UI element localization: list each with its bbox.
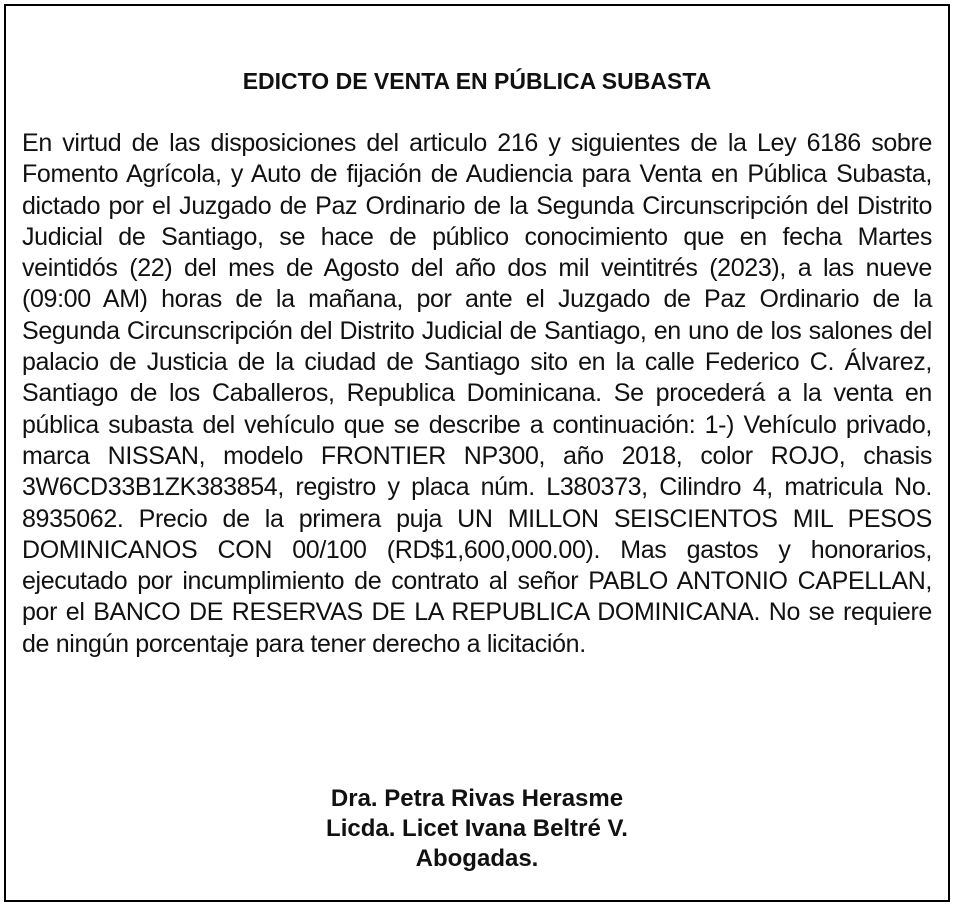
signatory-name-1: Dra. Petra Rivas Herasme (330, 785, 624, 812)
edict-body-paragraph: En virtud de las disposiciones del articulo 216 y siguientes de la Ley 6186 sobre Fomento Agrícola, y Auto de fijación de Audiencia para Venta en Pública Subasta, dictado por el Juzgado de Paz Ordinario de la Segunda Circunscripción del Distrito Judicial de Santiago, se hace de público conocimiento que en fecha Martes veintidós (22) del mes de Agosto del año dos mil veintitrés (2023), a las nueve (09:00 AM) horas de la mañana, por ante el Juzgado de Paz Ordinario de la Segunda Circunscripción del Distrito Judicial de Santiago, en uno de los salones del palacio de Justicia de la ciudad de Santiago sito en la calle Federico C. Álvarez, Santiago de los Caballeros, Republica Dominicana. Se procederá a la venta en pública subasta del vehículo que se describe a continuación: 1-) Vehículo privado, marca NISSAN, modelo FRONTIER NP300, año 2018, color ROJO, chasis 3W6CD33B1ZK383854, registro y placa núm. L380373, Cilindro 4, matricula No. 8935062. Precio de la primera puja UN MILLON SEISCIENTOS MIL PESOS DOMINICANOS CON 00/100 (RD$1,600,000.00). Mas gastos y honorarios, ejecutado por incumplimiento de contrato al señor PABLO ANTONIO CAPELLAN, por el BANCO DE RESERVAS DE LA REPUBLICA DOMINICANA. No se requiere de ningún porcentaje para tener derecho a licitación. (22, 129, 932, 658)
signature-block (6, 784, 948, 874)
edict-border-frame (4, 4, 950, 902)
edict-title: EDICTO DE VENTA EN PÚBLICA SUBASTA (242, 68, 712, 94)
signatory-name-2: Licda. Licet Ivana Beltré V. (326, 815, 628, 842)
signatory-role: Abogadas. (415, 845, 539, 872)
